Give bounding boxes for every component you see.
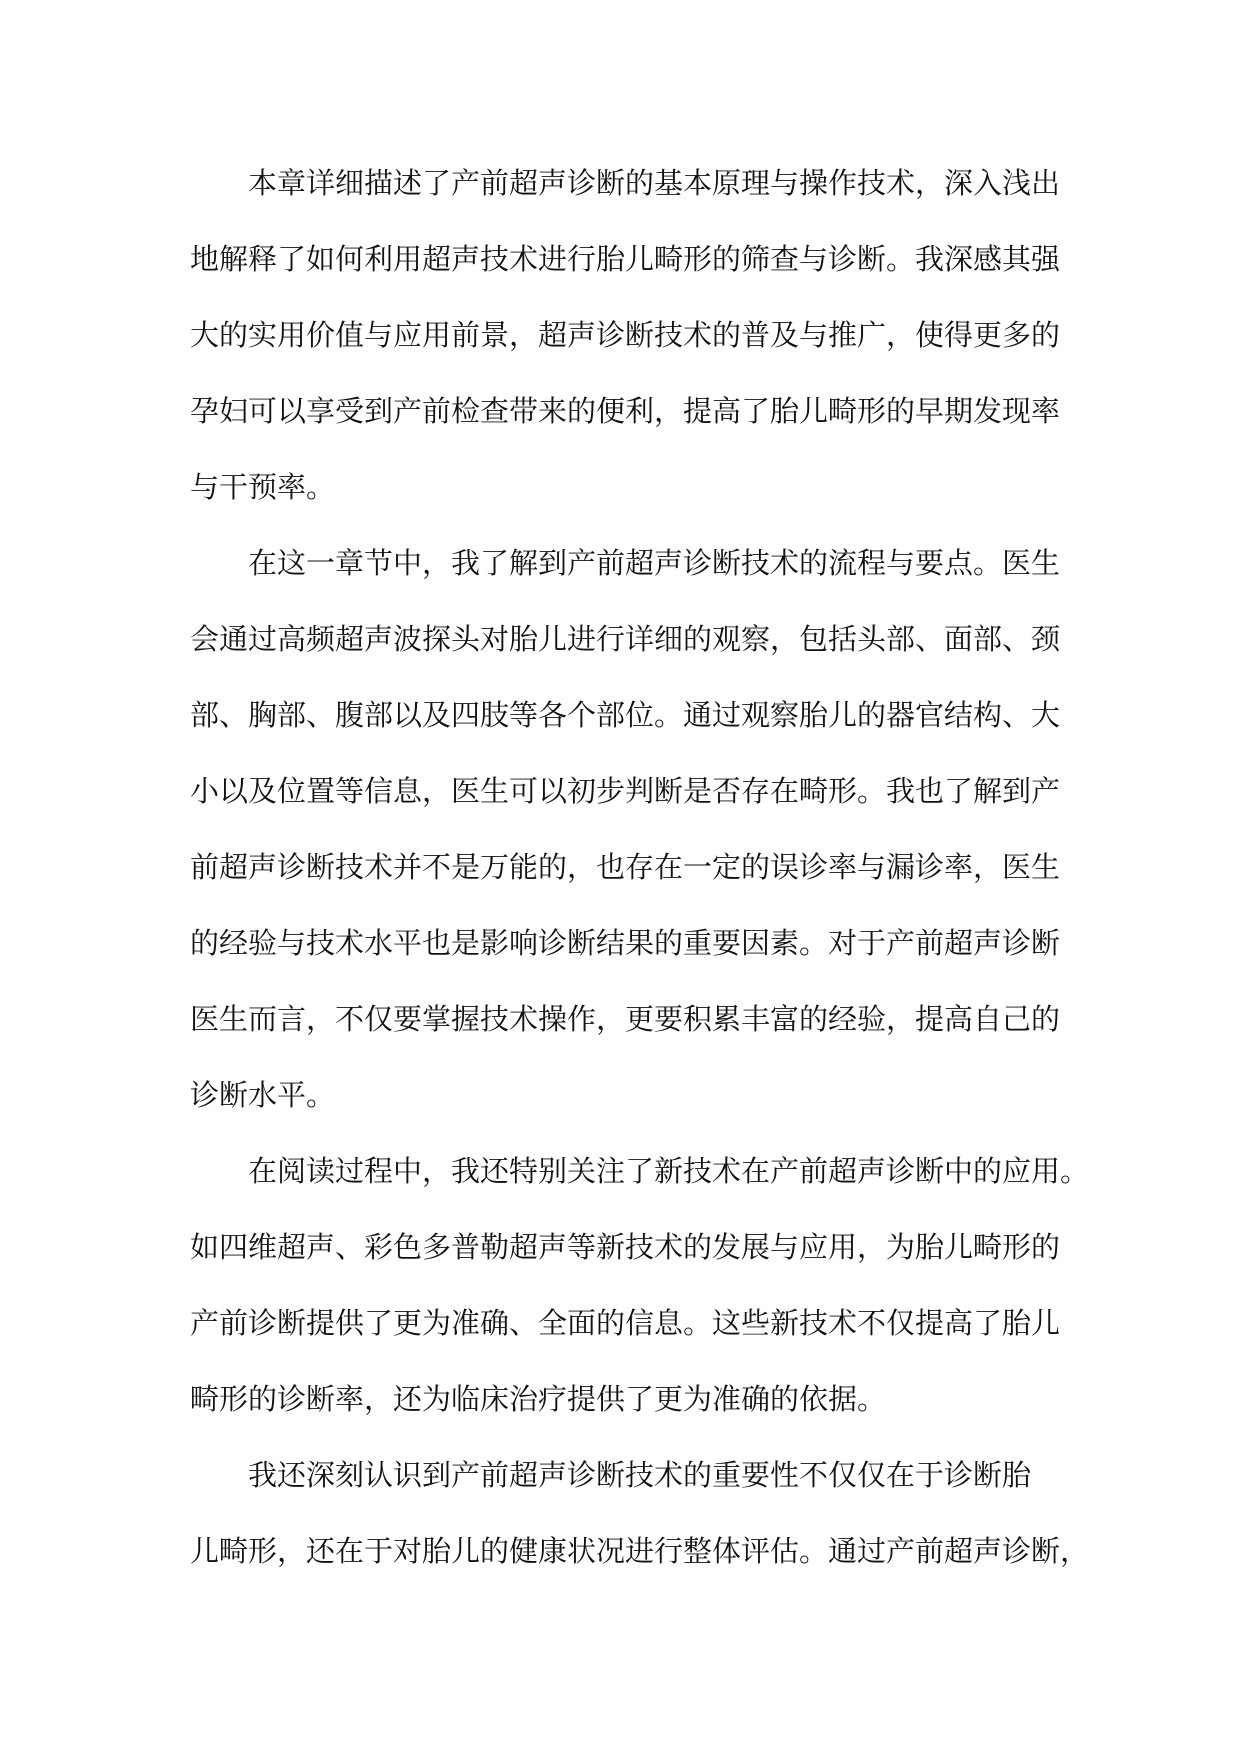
text-line: 诊断水平。 <box>190 1078 336 1112</box>
text-line: 我还深刻认识到产前超声诊断技术的重要性不仅仅在于诊断胎 <box>190 1458 1032 1492</box>
text-line: 地解释了如何利用超声技术进行胎儿畸形的筛查与诊断。我深感其强 <box>190 242 1061 276</box>
text-line: 本章详细描述了产前超声诊断的基本原理与操作技术，深入浅出 <box>190 166 1061 200</box>
text-line: 大的实用价值与应用前景，超声诊断技术的普及与推广，使得更多的 <box>190 318 1061 352</box>
text-line: 与干预率。 <box>190 470 336 504</box>
text-line: 畸形的诊断率，还为临床治疗提供了更为准确的依据。 <box>190 1382 887 1416</box>
text-line: 产前诊断提供了更为准确、全面的信息。这些新技术不仅提高了胎儿 <box>190 1306 1061 1340</box>
text-line: 儿畸形，还在于对胎儿的健康状况进行整体评估。通过产前超声诊断， <box>190 1534 1090 1568</box>
text-line: 在阅读过程中，我还特别关注了新技术在产前超声诊断中的应用。 <box>190 1154 1090 1188</box>
text-line: 小以及位置等信息，医生可以初步判断是否存在畸形。我也了解到产 <box>190 774 1061 808</box>
text-line: 如四维超声、彩色多普勒超声等新技术的发展与应用，为胎儿畸形的 <box>190 1230 1061 1264</box>
text-line: 部、胸部、腹部以及四肢等各个部位。通过观察胎儿的器官结构、大 <box>190 698 1061 732</box>
text-line: 的经验与技术水平也是影响诊断结果的重要因素。对于产前超声诊断 <box>190 926 1061 960</box>
document-body <box>190 145 1090 1589</box>
text-line: 医生而言，不仅要掌握技术操作，更要积累丰富的经验，提高自己的 <box>190 1002 1061 1036</box>
text-line: 前超声诊断技术并不是万能的，也存在一定的误诊率与漏诊率，医生 <box>190 850 1061 884</box>
text-line: 在这一章节中，我了解到产前超声诊断技术的流程与要点。医生 <box>190 546 1061 580</box>
text-line: 会通过高频超声波探头对胎儿进行详细的观察，包括头部、面部、颈 <box>190 622 1061 656</box>
text-line: 孕妇可以享受到产前检查带来的便利，提高了胎儿畸形的早期发现率 <box>190 394 1061 428</box>
